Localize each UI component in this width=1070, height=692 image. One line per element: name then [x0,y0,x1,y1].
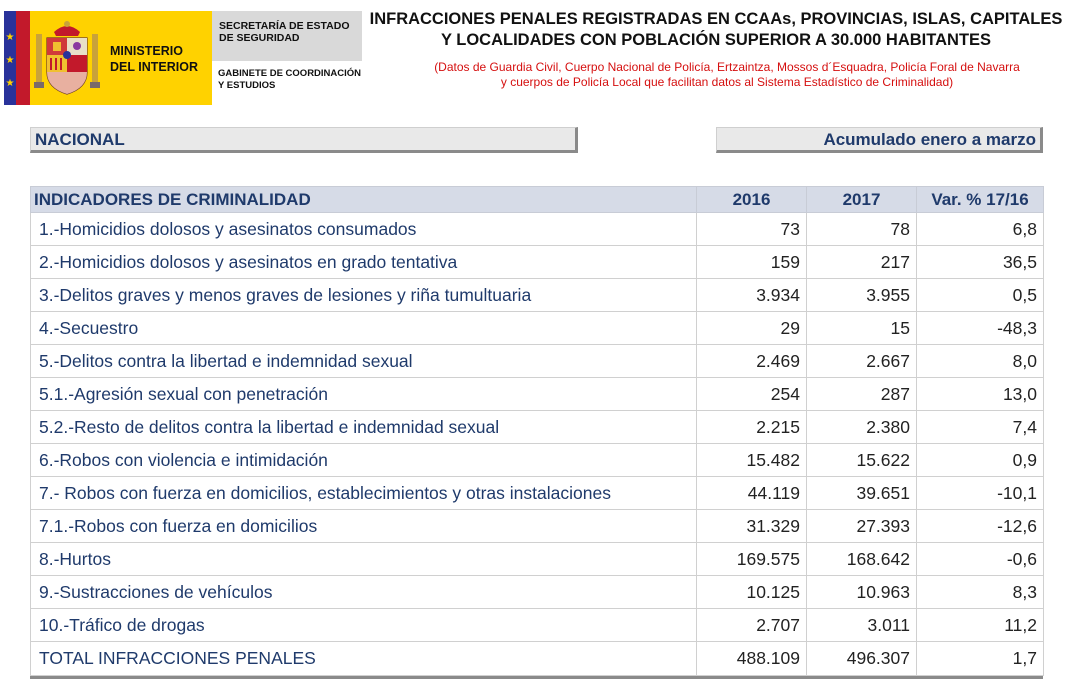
value-2017: 2.380 [807,411,917,444]
total-row [31,642,1044,676]
ministry-name [110,43,198,75]
value-2016: 254 [697,378,807,411]
total-variation: 1,7 [917,642,1044,676]
crime-indicators-table [30,186,1044,676]
value-2016: 2.469 [697,345,807,378]
indicator-name: 5.-Delitos contra la libertad e indemnidad sexual [31,345,697,378]
table-row [31,279,1044,312]
value-variation: -10,1 [917,477,1044,510]
value-2016: 73 [697,213,807,246]
value-2017: 10.963 [807,576,917,609]
title-line-1: INFRACCIONES PENALES REGISTRADAS EN CCAAs, PROVINCIAS, ISLAS, CAPITALES [369,10,1063,28]
value-2017: 39.651 [807,477,917,510]
indicator-name: 7.- Robos con fuerza en domicilios, establecimientos y otras instalaciones [31,477,697,510]
secretaria-line-2: DE SEGURIDAD [219,32,300,44]
star-icon: ★ [5,78,15,89]
table-row [31,345,1044,378]
value-variation: 8,0 [917,345,1044,378]
table-bottom-border [30,676,1043,679]
table-row [31,477,1044,510]
table-row [31,543,1044,576]
ministry-line-2: DEL INTERIOR [110,60,198,74]
value-2017: 15 [807,312,917,345]
column-header-variation: Var. % 17/16 [917,187,1044,213]
value-2016: 3.934 [697,279,807,312]
star-icon: ★ [5,55,15,66]
value-2017: 168.642 [807,543,917,576]
value-variation: -12,6 [917,510,1044,543]
value-variation: 11,2 [917,609,1044,642]
gabinete-label [218,68,361,92]
total-2016: 488.109 [697,642,807,676]
value-2016: 159 [697,246,807,279]
scope-label: NACIONAL [30,127,578,153]
value-2017: 217 [807,246,917,279]
value-2017: 287 [807,378,917,411]
value-variation: 7,4 [917,411,1044,444]
indicator-name: 2.-Homicidios dolosos y asesinatos en grado tentativa [31,246,697,279]
value-2017: 3.955 [807,279,917,312]
table-row [31,510,1044,543]
indicator-name: 4.-Secuestro [31,312,697,345]
value-2016: 15.482 [697,444,807,477]
value-variation: 0,5 [917,279,1044,312]
value-variation: -48,3 [917,312,1044,345]
gabinete-line-2: Y ESTUDIOS [218,80,276,91]
coat-of-arms-icon [34,20,100,98]
subtitle-line-1: (Datos de Guardia Civil, Cuerpo Nacional de Policía, Ertzaintza, Mossos d´Esquadra, Policía Foral de Navarra [434,60,1020,74]
column-header-2016: 2016 [697,187,807,213]
indicator-name: 3.-Delitos graves y menos graves de lesiones y riña tumultuaria [31,279,697,312]
value-2017: 78 [807,213,917,246]
secretaria-box [212,11,362,61]
value-2016: 31.329 [697,510,807,543]
gabinete-line-1: GABINETE DE COORDINACIÓN [218,68,362,79]
indicator-name: 1.-Homicidios dolosos y asesinatos consumados [31,213,697,246]
table-row [31,411,1044,444]
table-row [31,246,1044,279]
table-row [31,378,1044,411]
value-2017: 2.667 [807,345,917,378]
table-row [31,312,1044,345]
value-2017: 15.622 [807,444,917,477]
value-2016: 2.707 [697,609,807,642]
indicator-name: 5.1.-Agresión sexual con penetración [31,378,697,411]
column-header-indicator: INDICADORES DE CRIMINALIDAD [31,187,697,213]
ministry-line-1: MINISTERIO [110,44,183,58]
table-header-row [31,187,1044,213]
title-line-2: Y LOCALIDADES CON POBLACIÓN SUPERIOR A 30.000 HABITANTES [440,31,992,49]
ministry-logo [4,11,212,105]
value-2017: 27.393 [807,510,917,543]
value-2016: 29 [697,312,807,345]
value-variation: 8,3 [917,576,1044,609]
page-title [362,9,1070,51]
indicator-name: 8.-Hurtos [31,543,697,576]
subtitle-line-2: y cuerpos de Policía Local que facilitan datos al Sistema Estadístico de Criminalidad) [500,75,954,89]
star-icon: ★ [5,32,15,43]
period-label: Acumulado enero a marzo [716,127,1043,153]
indicator-name: 7.1.-Robos con fuerza en domicilios [31,510,697,543]
value-2016: 2.215 [697,411,807,444]
secretaria-line-1: SECRETARÍA DE ESTADO [219,20,350,32]
table-row [31,444,1044,477]
flag-band [4,11,32,105]
value-2016: 10.125 [697,576,807,609]
indicator-name: 9.-Sustracciones de vehículos [31,576,697,609]
value-variation: 13,0 [917,378,1044,411]
table-row [31,609,1044,642]
table-row [31,576,1044,609]
value-variation: 36,5 [917,246,1044,279]
indicator-name: 10.-Tráfico de drogas [31,609,697,642]
data-source-note [380,60,1070,90]
value-variation: -0,6 [917,543,1044,576]
table-row [31,213,1044,246]
value-2016: 44.119 [697,477,807,510]
column-header-2017: 2017 [807,187,917,213]
value-2016: 169.575 [697,543,807,576]
indicator-name: 6.-Robos con violencia e intimidación [31,444,697,477]
total-label: TOTAL INFRACCIONES PENALES [31,642,697,676]
value-2017: 3.011 [807,609,917,642]
total-2017: 496.307 [807,642,917,676]
indicator-name: 5.2.-Resto de delitos contra la libertad e indemnidad sexual [31,411,697,444]
value-variation: 6,8 [917,213,1044,246]
value-variation: 0,9 [917,444,1044,477]
